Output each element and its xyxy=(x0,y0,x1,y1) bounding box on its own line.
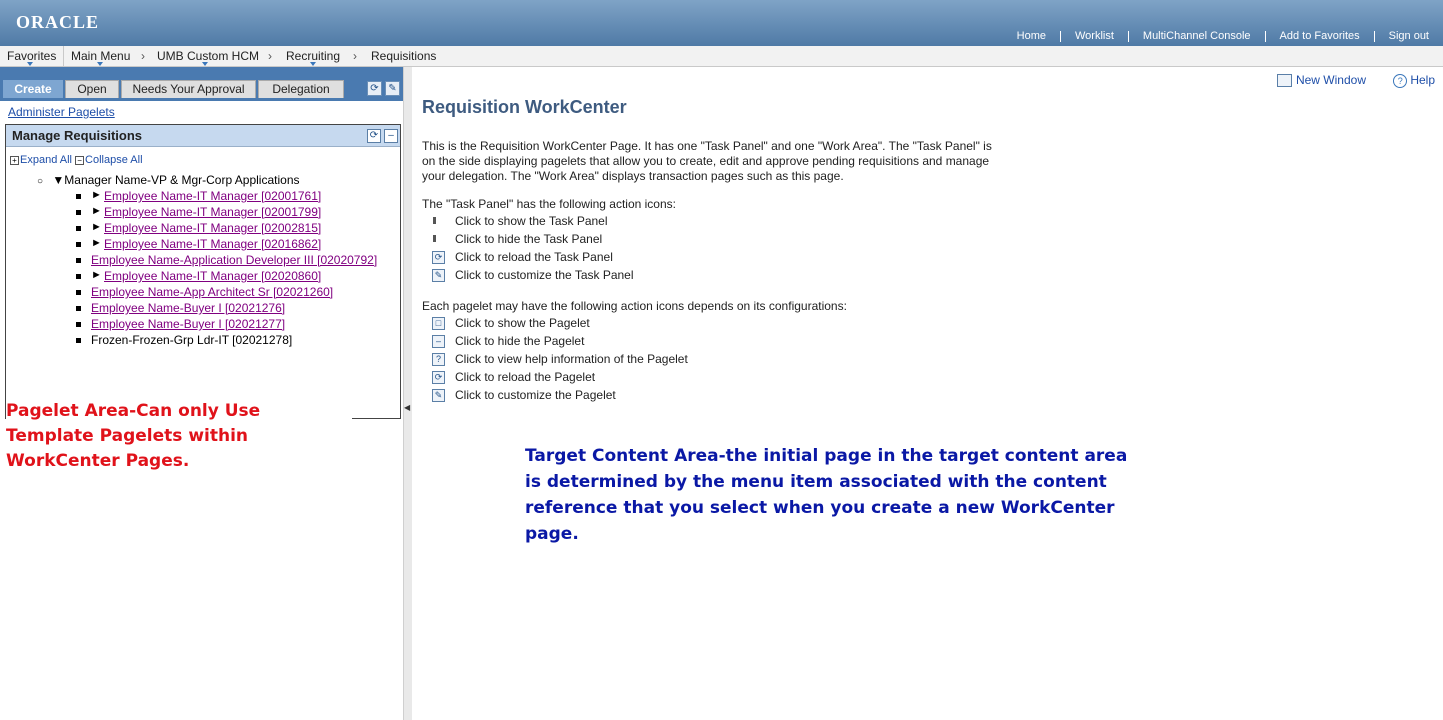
reload-icon: ⟳ xyxy=(432,371,445,384)
header-bar xyxy=(0,0,1443,46)
square-bullet-icon xyxy=(76,210,81,215)
universal-nav xyxy=(1003,31,1437,42)
tree-item-link[interactable]: Employee Name-IT Manager [02016862] xyxy=(104,237,322,251)
expanded-triangle-icon[interactable]: ▼ xyxy=(52,173,65,187)
reload-task-panel-icon[interactable]: ⟳ xyxy=(367,81,382,96)
pagelet-intro: Each pagelet may have the following action icons depends on its configurations: xyxy=(422,299,847,313)
expand-all-link[interactable]: Expand All xyxy=(20,154,72,166)
reload-icon: ⟳ xyxy=(432,251,445,264)
square-bullet-icon xyxy=(76,290,81,295)
breadcrumb-requisitions[interactable]: Requisitions xyxy=(371,49,437,63)
main-menu[interactable]: Main Menu xyxy=(71,49,131,63)
oracle-logo: ORACLE xyxy=(16,12,100,32)
square-bullet-icon xyxy=(76,226,81,231)
administer-pagelets-link[interactable]: Administer Pagelets xyxy=(8,105,115,119)
breadcrumb-separator-icon: › xyxy=(353,49,357,63)
page-title: Requisition WorkCenter xyxy=(422,97,627,117)
expand-triangle-icon[interactable]: ► xyxy=(91,237,102,249)
action-label: Click to hide the Pagelet xyxy=(455,334,585,348)
help-link[interactable] xyxy=(1393,73,1435,88)
hide-task-panel-icon xyxy=(433,235,436,242)
tree-item-link[interactable]: Employee Name-IT Manager [02020860] xyxy=(104,269,322,283)
manage-requisitions-pagelet xyxy=(5,124,401,419)
recruiting-caret-icon xyxy=(310,62,316,66)
collapse-all-link[interactable]: Collapse All xyxy=(85,154,143,166)
square-bullet-icon xyxy=(76,194,81,199)
action-label: Click to show the Pagelet xyxy=(455,316,590,330)
collapse-all-icon: − xyxy=(75,156,84,165)
help-icon: ? xyxy=(1393,74,1407,88)
nav-home-link[interactable]: Home xyxy=(1003,31,1061,42)
action-label: Click to hide the Task Panel xyxy=(455,232,603,246)
nav-sign-out-link[interactable]: Sign out xyxy=(1388,30,1429,42)
breadcrumb-umb-custom-hcm[interactable]: UMB Custom HCM xyxy=(157,49,260,63)
tree-item-link[interactable]: Employee Name-IT Manager [02002815] xyxy=(104,221,322,235)
tab-delegation[interactable]: Delegation xyxy=(258,80,344,98)
show-pagelet-icon: □ xyxy=(432,317,445,330)
square-bullet-icon xyxy=(76,274,81,279)
tree-item-link[interactable]: Employee Name-Buyer I [02021276] xyxy=(91,301,286,315)
tree-item-link[interactable]: Employee Name-IT Manager [02001761] xyxy=(104,189,322,203)
circle-bullet-icon: ○ xyxy=(37,176,44,187)
tree-item-link[interactable]: Employee Name-IT Manager [02001799] xyxy=(104,205,322,219)
show-task-panel-icon xyxy=(433,217,436,224)
pagelet-area-annotation xyxy=(6,395,352,479)
main-menu-caret-icon xyxy=(97,62,103,66)
breadcrumb-separator-icon: › xyxy=(268,49,272,63)
menu-bar xyxy=(0,46,1443,67)
tab-create[interactable]: Create xyxy=(3,80,63,98)
work-area xyxy=(412,67,1443,720)
expand-triangle-icon[interactable]: ► xyxy=(91,221,102,233)
tab-needs-your-approval[interactable]: Needs Your Approval xyxy=(121,80,256,98)
hide-pagelet-icon: – xyxy=(432,335,445,348)
square-bullet-icon xyxy=(76,258,81,263)
tree-item-link[interactable]: Employee Name-App Architect Sr [02021260] xyxy=(91,285,334,299)
pagelet-header xyxy=(6,125,400,147)
customize-task-panel-icon[interactable]: ✎ xyxy=(385,81,400,96)
tab-open[interactable]: Open xyxy=(65,80,119,98)
action-label: Click to view help information of the Pagelet xyxy=(455,352,688,366)
expand-triangle-icon[interactable]: ► xyxy=(91,269,102,281)
menubar-divider xyxy=(63,46,64,66)
tree-root-label: Manager Name-VP & Mgr-Corp Applications xyxy=(64,173,300,187)
tree-controls xyxy=(10,154,143,166)
new-window-label: New Window xyxy=(1295,73,1366,87)
square-bullet-icon xyxy=(76,322,81,327)
action-label: Click to customize the Pagelet xyxy=(455,388,616,402)
favorites-caret-icon xyxy=(27,62,33,66)
tree-item-link[interactable]: Employee Name-Buyer I [02021277] xyxy=(91,317,286,331)
new-window-icon xyxy=(1277,74,1292,87)
expand-triangle-icon[interactable]: ► xyxy=(91,205,102,217)
tree-root[interactable] xyxy=(37,173,300,187)
page-description: This is the Requisition WorkCenter Page. It has one "Task Panel" and one "Work Area". The "Task Panel" is on the side displaying pagelets that allow you to create, edit and approve pending requisitions and manage your delegation. The "Work Area" displays transaction pages such as this page. xyxy=(422,139,992,183)
expand-all-icon: + xyxy=(10,156,19,165)
action-label: Click to reload the Task Panel xyxy=(455,250,613,264)
pagelet-area-note: Pagelet Area-Can only Use Template Pagelets within WorkCenter Pages. xyxy=(6,401,261,471)
nav-add-to-favorites-link[interactable]: Add to Favorites xyxy=(1266,31,1375,42)
breadcrumb-separator-icon: › xyxy=(141,49,145,63)
pagelet-title: Manage Requisitions xyxy=(12,128,143,143)
target-content-annotation: Target Content Area-the initial page in the target content area is determined by the menu item associated with the content reference that you select when you create a new WorkCenter page. xyxy=(525,446,1128,544)
square-bullet-icon xyxy=(76,242,81,247)
nav-multichannel-console-link[interactable]: MultiChannel Console xyxy=(1129,31,1266,42)
customize-icon: ✎ xyxy=(432,269,445,282)
task-panel-tabs xyxy=(0,67,403,101)
nav-worklist-link[interactable]: Worklist xyxy=(1061,31,1129,42)
square-bullet-icon xyxy=(76,306,81,311)
umb-caret-icon xyxy=(202,62,208,66)
action-label: Click to show the Task Panel xyxy=(455,214,608,228)
tree-item-label: Frozen-Frozen-Grp Ldr-IT [02021278] xyxy=(91,333,293,347)
task-panel xyxy=(0,67,403,720)
new-window-link[interactable] xyxy=(1277,73,1366,87)
task-panel-intro: The "Task Panel" has the following action icons: xyxy=(422,197,676,211)
customize-icon: ✎ xyxy=(432,389,445,402)
favorites-menu[interactable]: Favorites xyxy=(7,49,57,63)
breadcrumb-recruiting[interactable]: Recruiting xyxy=(286,49,341,63)
action-label: Click to reload the Pagelet xyxy=(455,370,596,384)
action-label: Click to customize the Task Panel xyxy=(455,268,634,282)
tree-item-link[interactable]: Employee Name-Application Developer III [02020792] xyxy=(91,253,378,267)
square-bullet-icon xyxy=(76,338,81,343)
collapse-panel-icon[interactable]: ◀ xyxy=(404,403,411,412)
expand-triangle-icon[interactable]: ► xyxy=(91,189,102,201)
help-label: Help xyxy=(1410,73,1435,87)
reload-pagelet-icon[interactable]: ⟳ xyxy=(367,129,381,143)
hide-pagelet-icon[interactable]: – xyxy=(384,129,398,143)
help-pagelet-icon: ? xyxy=(432,353,445,366)
